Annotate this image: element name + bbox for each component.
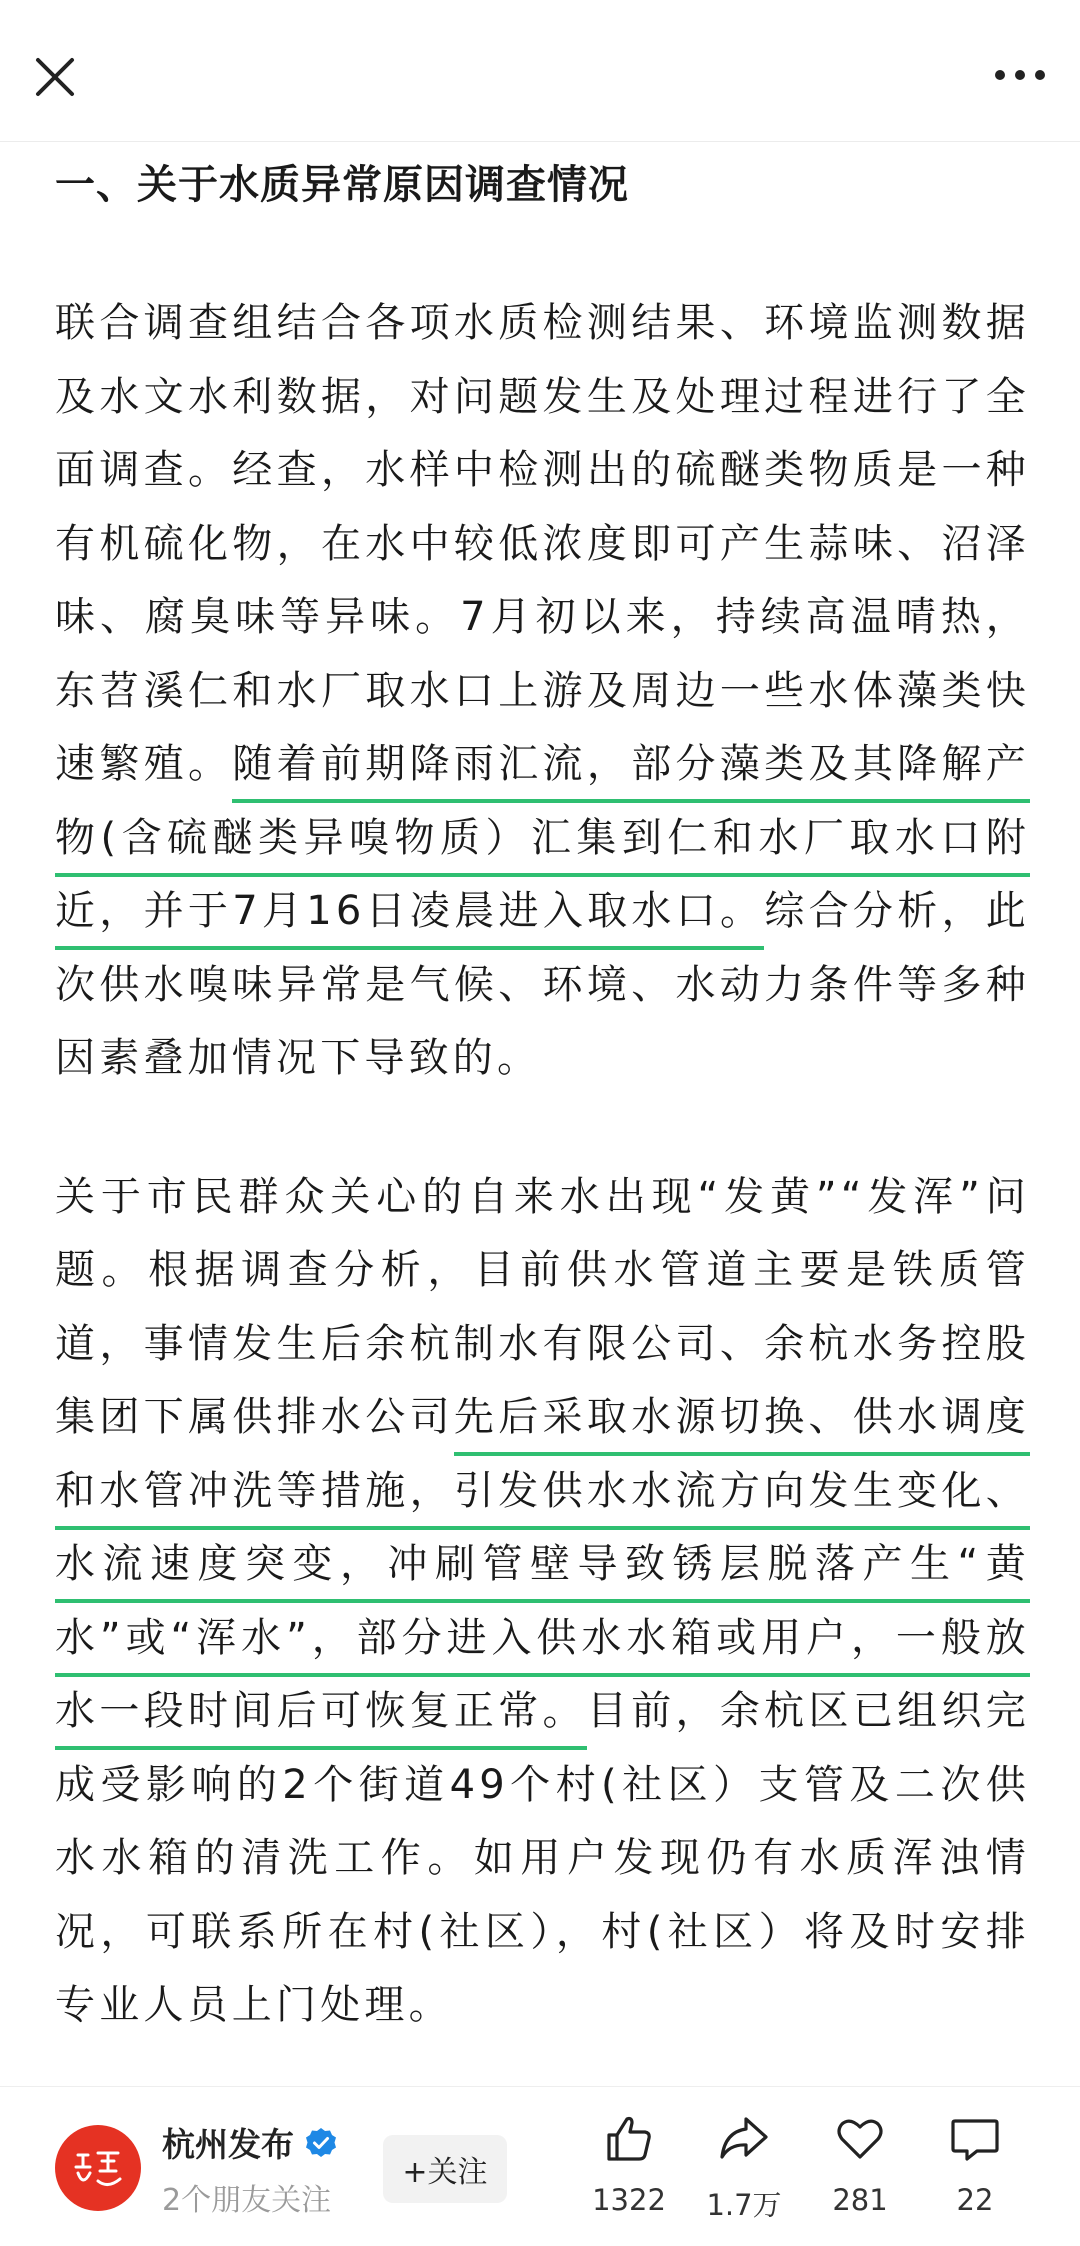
- paragraph-text: 联合调查组结合各项水质检测结果、环境监测数据及水文水利数据，对问题发生及处理过程进行了全面调查。经查，水样中检测出的硫醚类物质是一种有机硫化物，在水中较低浓度即可产生蒜味、沼泽味、腐臭味等异味。7月初以来，持续高温晴热，东苕溪仁和水厂取水口上游及周边一些水体藻类快速繁殖。: [55, 300, 1030, 787]
- followers-text: 2个朋友关注: [162, 2183, 332, 2218]
- follow-button[interactable]: +关注: [383, 2135, 507, 2203]
- author-name-text: 杭州发布: [162, 2125, 294, 2164]
- hangzhou-logo-icon: [68, 2143, 128, 2193]
- highlighted-text: 先后采取水源切换、供水调度和水管冲洗等措施，引发供水水流方向发生变化、水流速度突变，冲刷管壁导致锈层脱落产生“黄水”或“浑水”，部分进入供水水箱或用户，一般放水一段时间后可恢复正常。: [55, 1394, 1030, 1750]
- paragraph-text: 目前，余杭区已组织完成受影响的2个街道49个村(社区）支管及二次供水水箱的清洗工作。如用户发现仍有水质浑浊情况，可联系所在村(社区），村(社区）将及时安排专业人员上门处理。: [55, 1688, 1031, 2028]
- like-count: 1322: [592, 2183, 666, 2217]
- comment-button[interactable]: [920, 2111, 1030, 2231]
- like-button[interactable]: [574, 2111, 684, 2231]
- heart-icon: [832, 2111, 888, 2167]
- close-button[interactable]: [30, 52, 80, 102]
- paragraph-yellow-water: [55, 1161, 1030, 2043]
- more-dots-icon: [990, 55, 1050, 95]
- favorite-button[interactable]: [805, 2111, 915, 2231]
- paragraph-text: 关于市民群众关心的自来水出现“发黄”“发浑”问题。根据调查分析，目前供水管道主要是铁质管道，事情发生后余杭制水有限公司、余杭水务控股集团下属供排水公司: [55, 1173, 1030, 1440]
- highlighted-text: 随着前期降雨汇流，部分藻类及其降解产物(含硫醚类异嗅物质）汇集到仁和水厂取水口附近，并于7月16日凌晨进入取水口。: [55, 741, 1030, 950]
- bottom-bar: [0, 2086, 1080, 2246]
- section-heading: 一、关于水质异常原因调查情况: [55, 162, 629, 208]
- article-body: [55, 142, 1030, 2043]
- comment-bubble-icon: [947, 2111, 1003, 2167]
- share-button[interactable]: [689, 2111, 799, 2231]
- top-bar: [0, 0, 1080, 142]
- paragraph-cause: [55, 287, 1030, 1096]
- share-count: 1.7万: [706, 2188, 782, 2222]
- author-avatar[interactable]: [55, 2125, 141, 2211]
- author-name[interactable]: [162, 2119, 338, 2166]
- share-arrow-icon: [716, 2111, 772, 2167]
- paragraph-text: 综合分析，此次供水嗅味异常是气候、环境、水动力条件等多种因素叠加情况下导致的。: [55, 888, 1030, 1081]
- close-icon: [30, 52, 80, 102]
- comment-count: 22: [956, 2183, 994, 2217]
- favorite-count: 281: [832, 2183, 888, 2217]
- more-options-button[interactable]: [990, 55, 1050, 95]
- thumbs-up-icon: [601, 2111, 657, 2167]
- verified-badge-icon: [304, 2126, 338, 2160]
